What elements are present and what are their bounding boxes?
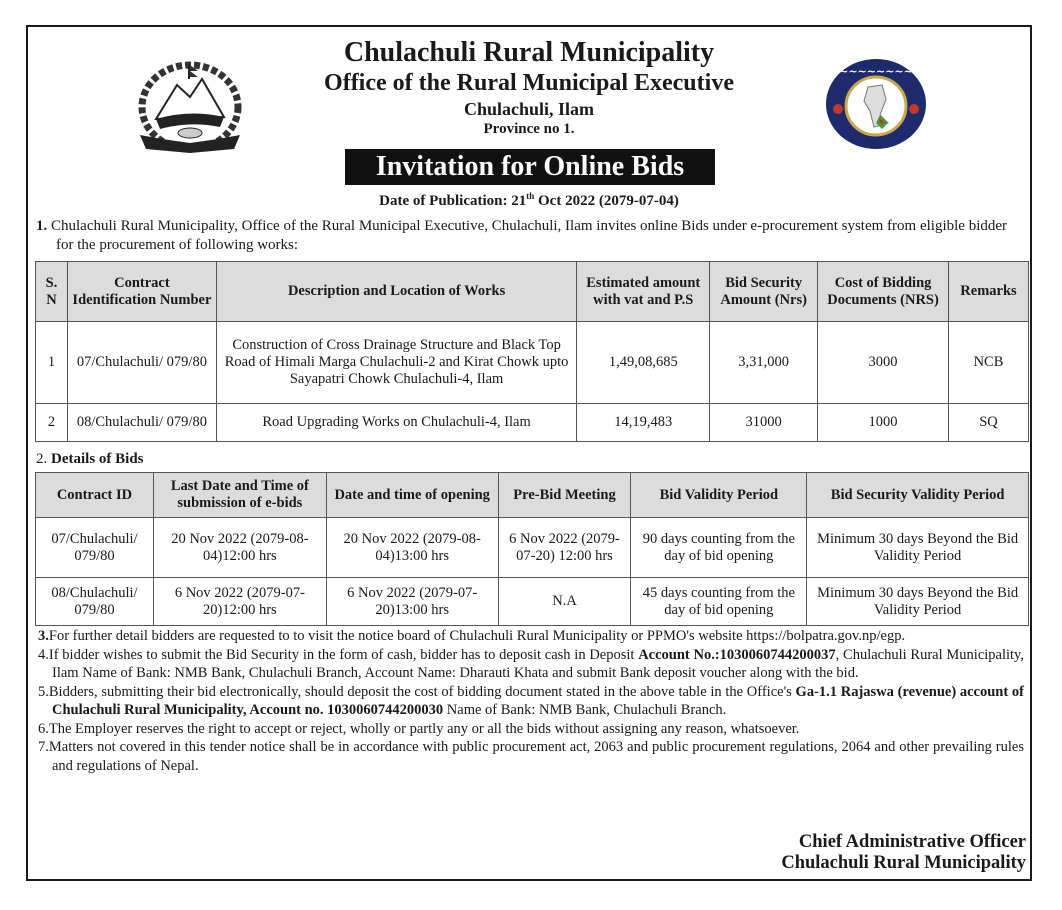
cell-doc-cost: 3000: [818, 322, 949, 404]
table-row: [36, 578, 1029, 626]
header-contract-id: Contract ID: [36, 473, 154, 518]
cell-sn: 2: [36, 404, 68, 442]
details-number: 2.: [36, 451, 48, 467]
header-description: Description and Location of Works: [216, 262, 576, 322]
note-text: For further detail bidders are requested to to visit the notice board of Chulachuli Rural Municipality or PPMO's website https://bolpatra.gov.np/egp.: [48, 628, 906, 644]
header-sn: S. N: [36, 262, 68, 322]
cell-security-validity: Minimum 30 days Beyond the Bid Validity Period: [807, 518, 1029, 578]
province-line: Province no 1.: [483, 121, 575, 137]
note-number: 6.: [38, 720, 49, 737]
pubdate-sup: th: [526, 191, 535, 201]
municipality-title: Chulachuli Rural Municipality: [343, 37, 715, 68]
cell-bid-validity: 45 days counting from the day of bid opening: [631, 578, 807, 626]
note-text: Bidders, submitting their bid electronically, should deposit the cost of bidding document stated in the above table in the Office's: [48, 683, 796, 700]
cell-prebid-meeting: 6 Nov 2022 (2079-07-20) 12:00 hrs: [498, 518, 631, 578]
signature-block: [781, 832, 1026, 874]
cell-opening-date: 20 Nov 2022 (2079-08-04)13:00 hrs: [326, 518, 498, 578]
header-security-validity: Bid Security Validity Period: [807, 473, 1029, 518]
cell-contract-id: 07/Chulachuli/ 079/80: [67, 322, 216, 404]
header-remarks: Remarks: [949, 262, 1029, 322]
cell-estimated-amount: 1,49,08,685: [577, 322, 710, 404]
header-prebid-meeting: Pre-Bid Meeting: [498, 473, 631, 518]
cell-description: Road Upgrading Works on Chulachuli-4, Ilam: [216, 404, 576, 442]
intro-paragraph: [36, 217, 1024, 255]
works-table: [35, 261, 1029, 442]
notice-frame: [26, 25, 1032, 881]
cell-sn: 1: [36, 322, 68, 404]
note-text: Matters not covered in this tender notice shall be in accordance with public procurement act, 2063 and public procurement regulations, 2064 and other prevailing rules and regulations of Nepal.: [48, 739, 1024, 774]
publication-date: [28, 191, 1030, 210]
note-6: [38, 720, 1024, 739]
cell-contract-id: 08/Chulachuli/ 079/80: [67, 404, 216, 442]
notes-list: [38, 627, 1024, 775]
header-doc-cost: Cost of Bidding Documents (NRS): [818, 262, 949, 322]
pubdate-suffix: Oct 2022 (2079-07-04): [534, 193, 679, 209]
cell-bid-validity: 90 days counting from the day of bid opening: [631, 518, 807, 578]
note-text: If bidder wishes to submit the Bid Security in the form of cash, bidder has to deposit cash in Deposit: [48, 646, 639, 663]
note-4: [38, 646, 1024, 683]
header-contract-id: Contract Identification Number: [67, 262, 216, 322]
cell-opening-date: 6 Nov 2022 (2079-07-20)13:00 hrs: [326, 578, 498, 626]
table-row: [36, 404, 1029, 442]
header-bid-validity: Bid Validity Period: [631, 473, 807, 518]
cell-remarks: NCB: [949, 322, 1029, 404]
office-subtitle: Office of the Rural Municipal Executive: [324, 70, 734, 96]
signatory-organization: Chulachuli Rural Municipality: [781, 853, 1026, 873]
note-text: The Employer reserves the right to accept or reject, wholly or partly any or all the bids without assigning any reason, whatsoever.: [48, 720, 800, 737]
works-table-header: [36, 262, 1029, 322]
revenue-account-number: Ga-1.1 Rajaswa (revenue) account of Chulachuli Rural Municipality, Account no. 1030060744200030: [52, 683, 1024, 718]
note-text: , Chulachuli Rural Municipality, Ilam Name of Bank: NMB Bank, Chulachuli Branch, Account Name: Dharauti Khata and submit Bank deposit voucher along with the bid.: [52, 646, 1024, 681]
note-number: 4.: [38, 646, 49, 663]
details-table-header: [36, 473, 1029, 518]
intro-number: 1.: [36, 218, 48, 234]
location-line: Chulachuli, Ilam: [463, 99, 595, 119]
details-heading: [36, 451, 144, 468]
note-7: [38, 738, 1024, 775]
cell-bid-security: 3,31,000: [710, 322, 818, 404]
notice-banner: Invitation for Online Bids: [345, 149, 715, 185]
bid-details-table: [35, 472, 1029, 626]
cell-submission-deadline: 20 Nov 2022 (2079-08-04)12:00 hrs: [153, 518, 326, 578]
note-number: 5.: [38, 683, 49, 700]
cell-bid-security: 31000: [710, 404, 818, 442]
cell-security-validity: Minimum 30 days Beyond the Bid Validity Period: [807, 578, 1029, 626]
note-number: 7.: [38, 739, 49, 755]
svg-text:~~~~~~~~: ~~~~~~~~: [839, 65, 913, 78]
pubdate-prefix: Date of Publication: 21: [379, 193, 527, 209]
note-number: 3.: [38, 628, 49, 644]
header-bid-security: Bid Security Amount (Nrs): [710, 262, 818, 322]
intro-text: Chulachuli Rural Municipality, Office of the Rural Municipal Executive, Chulachuli, Ilam invites online Bids under e-procurement system from eligible bidder for the procurement of following works:: [51, 218, 1008, 253]
cell-submission-deadline: 6 Nov 2022 (2079-07-20)12:00 hrs: [153, 578, 326, 626]
table-row: [36, 322, 1029, 404]
header-opening-date: Date and time of opening: [326, 473, 498, 518]
cell-remarks: SQ: [949, 404, 1029, 442]
header-estimated-amount: Estimated amount with vat and P.S: [577, 262, 710, 322]
note-5: [38, 683, 1024, 720]
details-title: Details of Bids: [51, 451, 144, 467]
cell-prebid-meeting: N.A: [498, 578, 631, 626]
cell-doc-cost: 1000: [818, 404, 949, 442]
cell-contract-id: 08/Chulachuli/ 079/80: [36, 578, 154, 626]
cell-contract-id: 07/Chulachuli/ 079/80: [36, 518, 154, 578]
cell-description: Construction of Cross Drainage Structure and Black Top Road of Himali Marga Chulachuli-2 and Kirat Chowk upto Sayapatri Chowk Chulachuli-4, Ilam: [216, 322, 576, 404]
deposit-account-number: Account No.:1030060744200037: [638, 646, 836, 663]
note-text: Name of Bank: NMB Bank, Chulachuli Branch.: [443, 702, 727, 718]
note-3: [38, 627, 1024, 646]
header-submission-deadline: Last Date and Time of submission of e-bids: [153, 473, 326, 518]
table-row: [36, 518, 1029, 578]
cell-estimated-amount: 14,19,483: [577, 404, 710, 442]
signatory-title: Chief Administrative Officer: [798, 832, 1026, 852]
